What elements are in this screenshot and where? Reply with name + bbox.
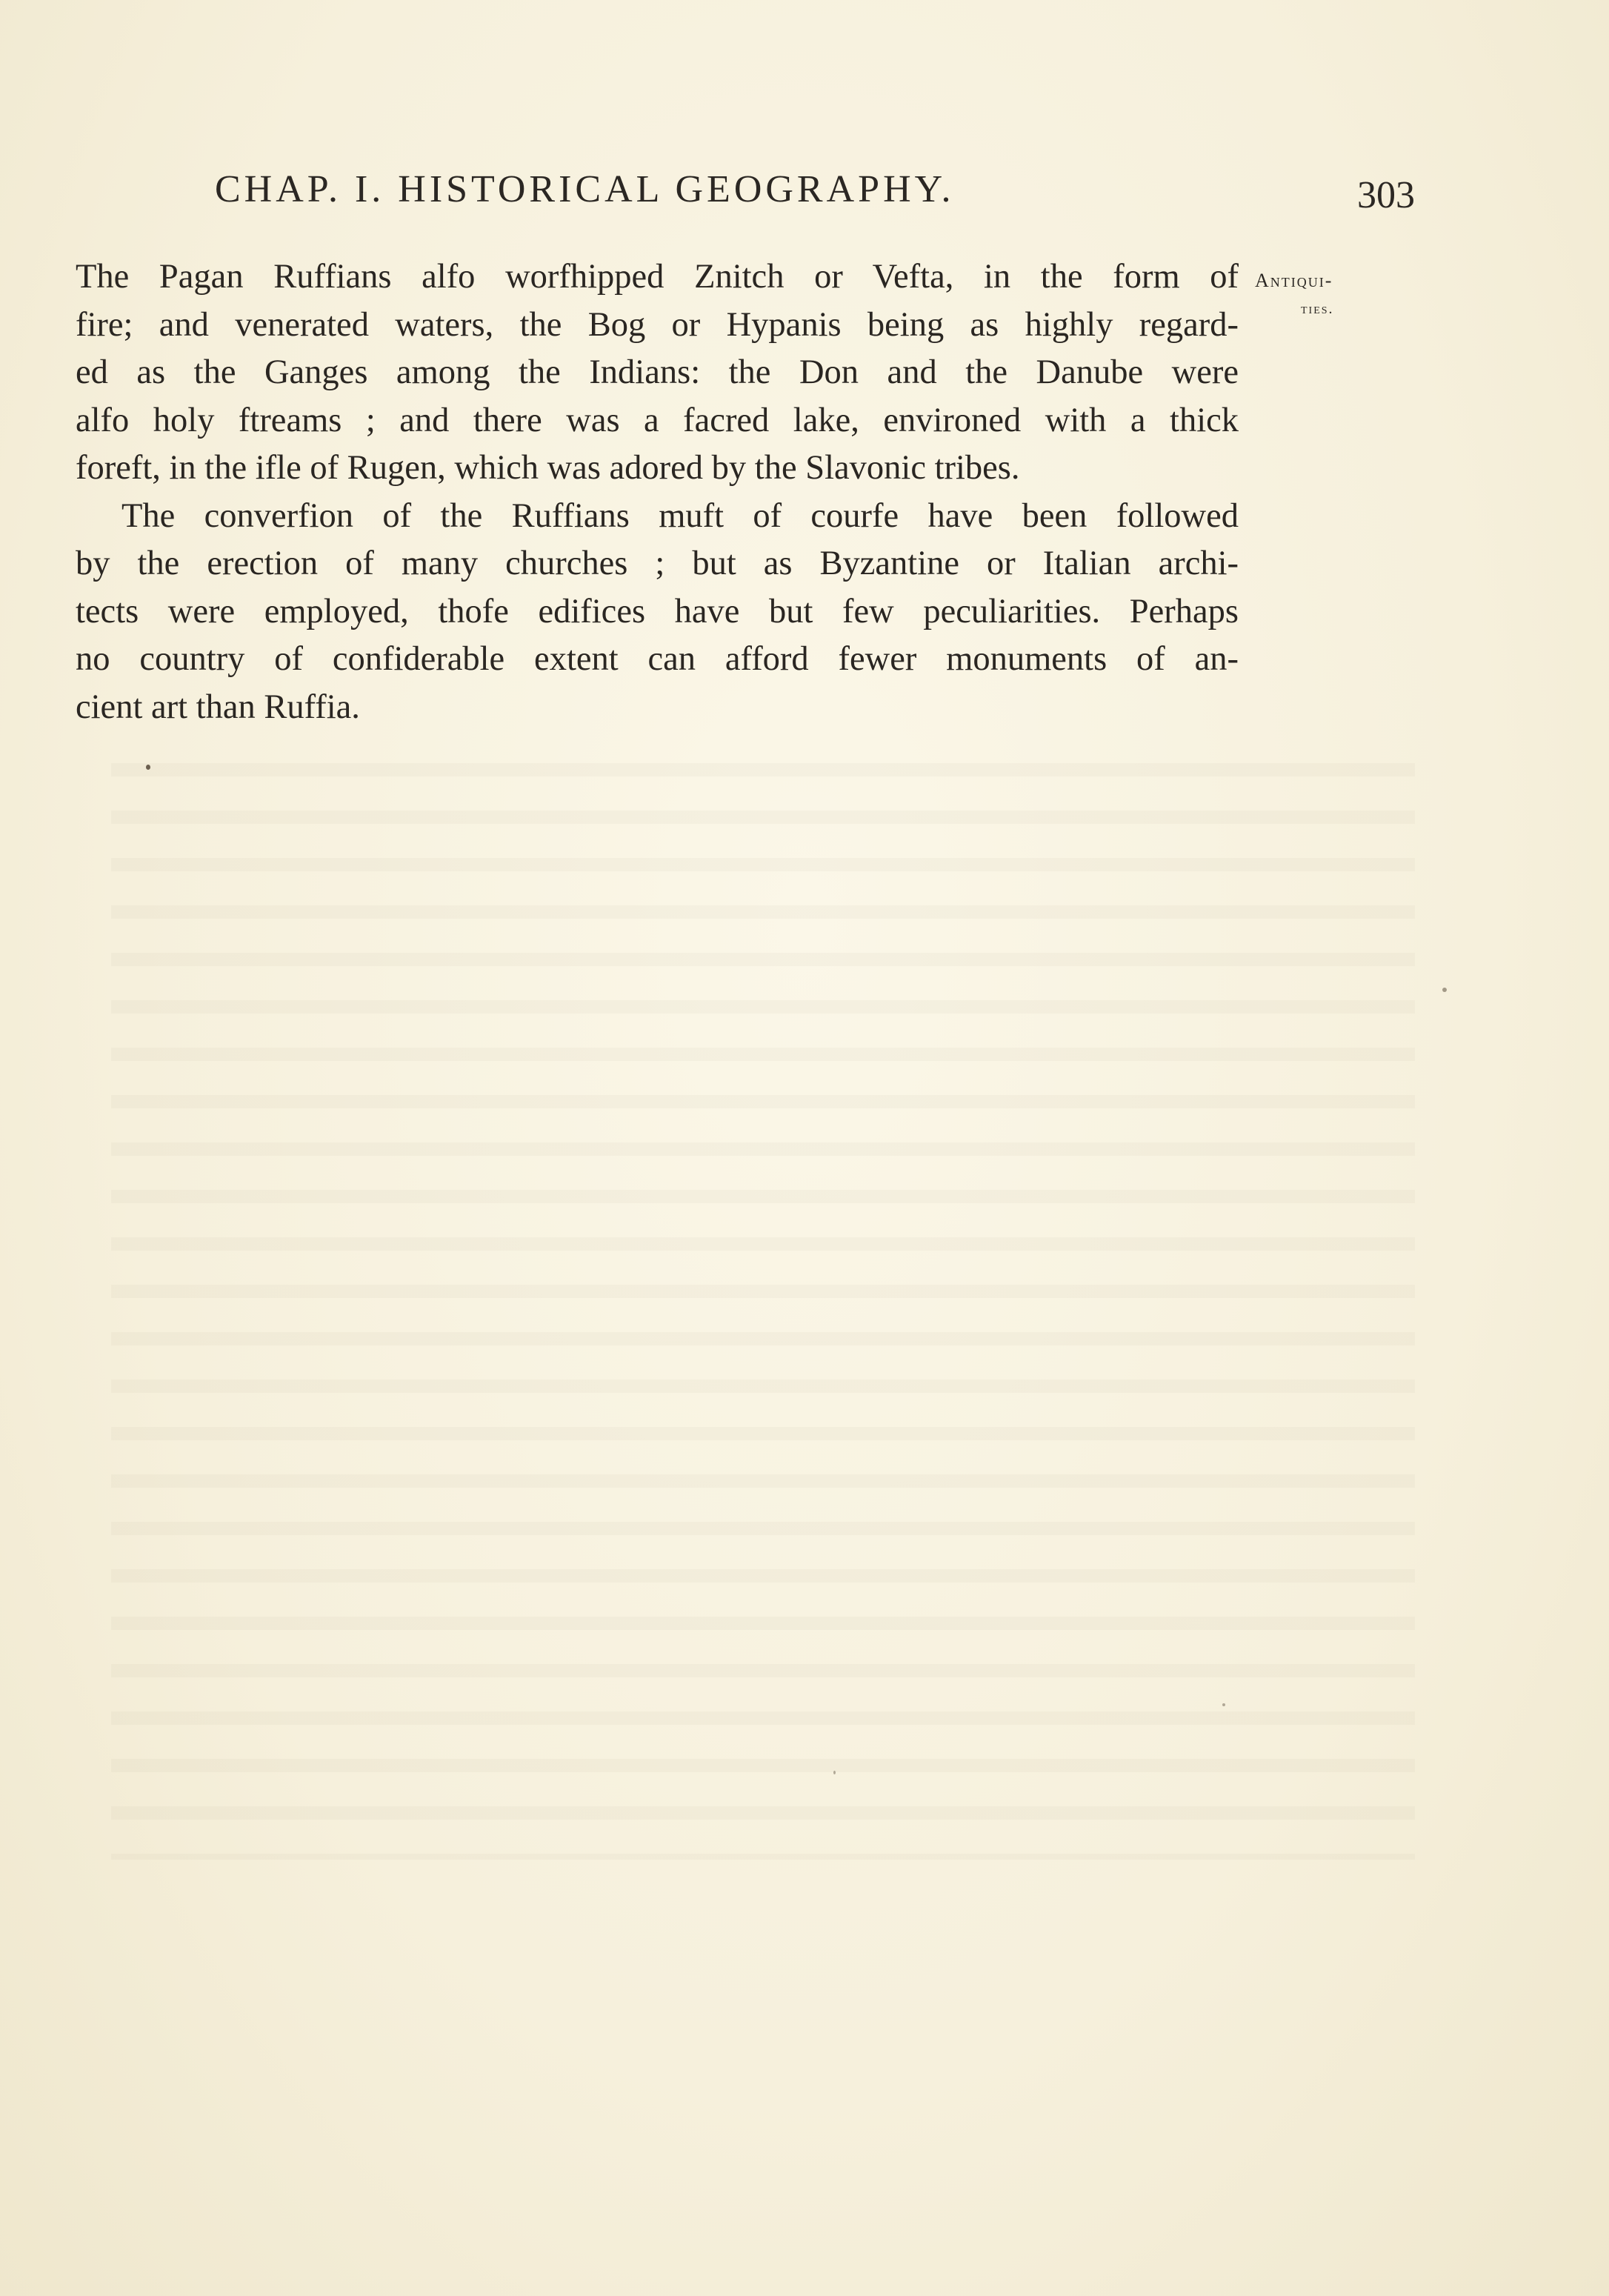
- running-head: CHAP. I. HISTORICAL GEOGRAPHY.: [215, 168, 955, 210]
- paragraph-start-line: The converfion of the Ruffians muft of courfe have been followed: [121, 496, 1239, 535]
- marginal-note-line-2: ties.: [1301, 301, 1334, 317]
- text-line: cient art than Ruffia.: [76, 688, 360, 726]
- body-text: [76, 253, 1239, 731]
- marginal-note: [1255, 267, 1418, 323]
- bleed-through-texture: [111, 733, 1415, 1860]
- page-number: 303: [1357, 174, 1415, 216]
- text-line: tects were employed, thofe edifices have but few peculiarities. Perhaps: [76, 592, 1239, 630]
- marginal-note-line-1: Antiqui-: [1255, 270, 1333, 291]
- paper-speck: [833, 1771, 836, 1774]
- page-header: [0, 167, 1609, 227]
- text-line: ed as the Ganges among the Indians: the Don and the Danube were: [76, 353, 1239, 391]
- text-line: The Pagan Ruffians alfo worfhipped Znitch or Vefta, in the form of: [76, 258, 1239, 296]
- text-line: foreft, in the ifle of Rugen, which was adored by the Slavonic tribes.: [76, 449, 1020, 487]
- paper-speck: [1442, 988, 1447, 992]
- text-line: fire; and venerated waters, the Bog or Hypanis being as highly regard-: [76, 305, 1239, 344]
- paper-speck: [1222, 1703, 1225, 1706]
- text-line: by the erection of many churches ; but as Byzantine or Italian archi-: [76, 545, 1239, 582]
- text-line: no country of confiderable extent can afford fewer monuments of an-: [76, 640, 1239, 678]
- paper-speck: [146, 765, 150, 770]
- text-line: alfo holy ftreams ; and there was a facred lake, environed with a thick: [76, 401, 1239, 439]
